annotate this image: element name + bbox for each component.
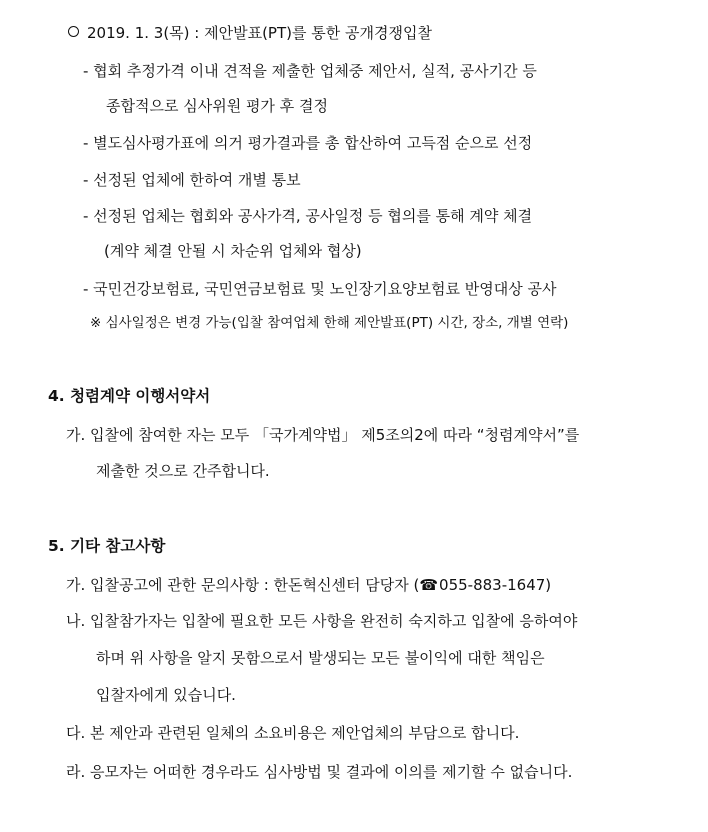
schedule-item: - 국민건강보험료, 국민연금보험료 및 노인장기요양보험료 반영대상 공사 (83, 280, 557, 298)
schedule-item: - 협회 추정가격 이내 견적을 제출한 업체중 제안서, 실적, 공사기간 등 (83, 62, 537, 80)
section-4-line: 제출한 것으로 간주합니다. (96, 462, 270, 480)
schedule-item: (계약 체결 안될 시 차순위 업체와 협상) (104, 242, 362, 260)
section-5-line: 다. 본 제안과 관련된 일체의 소요비용은 제안업체의 부담으로 합니다. (66, 724, 520, 742)
section-5-line: 입찰자에게 있습니다. (96, 686, 236, 704)
section-5-line: 나. 입찰참가자는 입찰에 필요한 모든 사항을 완전히 숙지하고 입찰에 응하여야 (66, 612, 578, 630)
section-4-line: 가. 입찰에 참여한 자는 모두 「국가계약법」 제5조의2에 따라 “청렴계약서”를 (66, 426, 580, 444)
circle-bullet-icon (68, 26, 79, 37)
schedule-item: - 별도심사평가표에 의거 평가결과를 총 합산하여 고득점 순으로 선정 (83, 134, 533, 152)
schedule-item: 종합적으로 심사위원 평가 후 결정 (106, 97, 328, 115)
schedule-header-text: 2019. 1. 3(목) : 제안발표(PT)를 통한 공개경쟁입찰 (87, 24, 432, 42)
section-5-heading: 5. 기타 참고사항 (48, 537, 166, 555)
schedule-item: - 선정된 업체에 한하여 개별 통보 (83, 171, 301, 189)
contact-line (66, 574, 551, 596)
schedule-header (68, 22, 432, 44)
section-4-heading: 4. 청렴계약 이행서약서 (48, 387, 211, 405)
contact-number: 055-883-1647) (439, 576, 552, 594)
telephone-icon: ☎ (419, 576, 439, 594)
section-5-line: 라. 응모자는 어떠한 경우라도 심사방법 및 결과에 이의를 제기할 수 없습니다. (66, 763, 573, 781)
schedule-note: ※ 심사일정은 변경 가능(입찰 참여업체 한해 제안발표(PT) 시간, 장소, 개별 연락) (90, 315, 569, 331)
section-5-line: 하며 위 사항을 알지 못함으로서 발생되는 모든 불이익에 대한 책임은 (96, 649, 545, 667)
schedule-item: - 선정된 업체는 협회와 공사가격, 공사일정 등 협의를 통해 계약 체결 (83, 207, 533, 225)
contact-prefix: 가. 입찰공고에 관한 문의사항 : 한돈혁신센터 담당자 ( (66, 576, 420, 594)
